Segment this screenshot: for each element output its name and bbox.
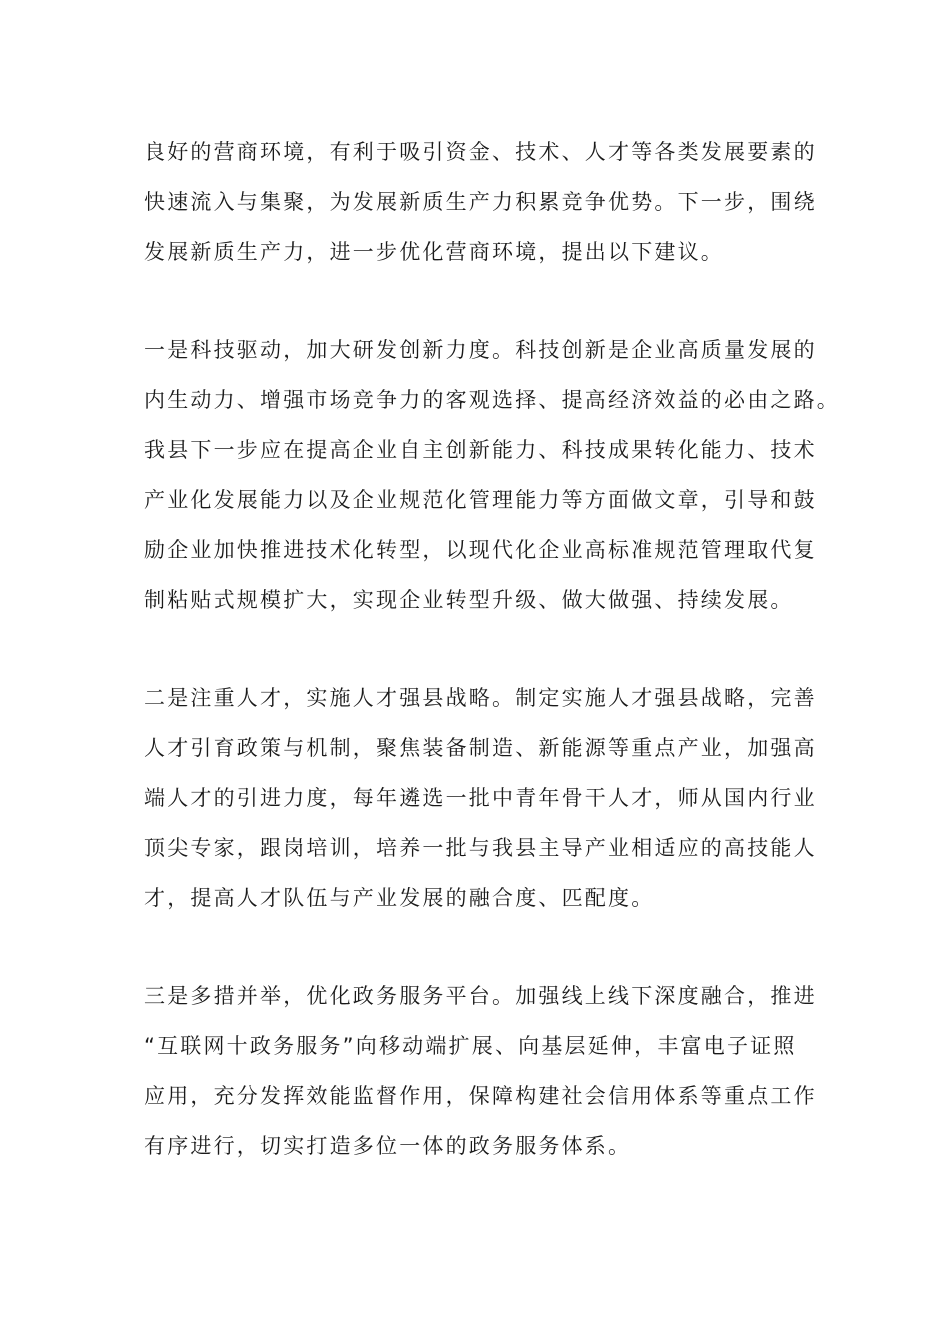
paragraph-government-services: [144, 971, 824, 1171]
paragraph-line: 有序进行，切实打造多位一体的政务服务体系。: [144, 1134, 632, 1158]
paragraph-line: 才，提高人才队伍与产业发展的融合度、匹配度。: [144, 886, 655, 910]
paragraph-line: 内生动力、增强市场竞争力的客观选择、提高经济效益的必由之路。: [144, 388, 840, 412]
paragraph-line: “互联网十政务服务”向移动端扩展、向基层延伸，丰富电子证照: [144, 1034, 797, 1058]
paragraph-line: 我县下一步应在提高企业自主创新能力、科技成果转化能力、技术: [144, 438, 817, 462]
paragraph-line: 励企业加快推进技术化转型，以现代化企业高标准规范管理取代复: [144, 538, 817, 562]
paragraph-line: 快速流入与集聚，为发展新质生产力积累竞争优势。下一步，围绕: [144, 190, 817, 214]
paragraph-line: 二是注重人才，实施人才强县战略。制定实施人才强县战略，完善: [144, 686, 817, 710]
paragraph-intro: [144, 127, 824, 277]
paragraph-tech-innovation: [144, 325, 840, 625]
paragraph-talent-strategy: [144, 673, 824, 923]
paragraph-line: 一是科技驱动，加大研发创新力度。科技创新是企业高质量发展的: [144, 338, 817, 362]
paragraph-line: 发展新质生产力，进一步优化营商环境，提出以下建议。: [144, 240, 724, 264]
paragraph-line: 人才引育政策与机制，聚焦装备制造、新能源等重点产业，加强高: [144, 736, 817, 760]
paragraph-line: 制粘贴式规模扩大，实现企业转型升级、做大做强、持续发展。: [144, 588, 794, 612]
paragraph-line: 产业化发展能力以及企业规范化管理能力等方面做文章，引导和鼓: [144, 488, 817, 512]
paragraph-line: 良好的营商环境，有利于吸引资金、技术、人才等各类发展要素的: [144, 140, 817, 164]
paragraph-line: 端人才的引进力度，每年遴选一批中青年骨干人才，师从国内行业: [144, 786, 817, 810]
paragraph-line: 应用，充分发挥效能监督作用，保障构建社会信用体系等重点工作: [144, 1084, 817, 1108]
paragraph-line: 顶尖专家，跟岗培训，培养一批与我县主导产业相适应的高技能人: [144, 836, 817, 860]
paragraph-line: 三是多措并举，优化政务服务平台。加强线上线下深度融合，推进: [144, 984, 817, 1008]
